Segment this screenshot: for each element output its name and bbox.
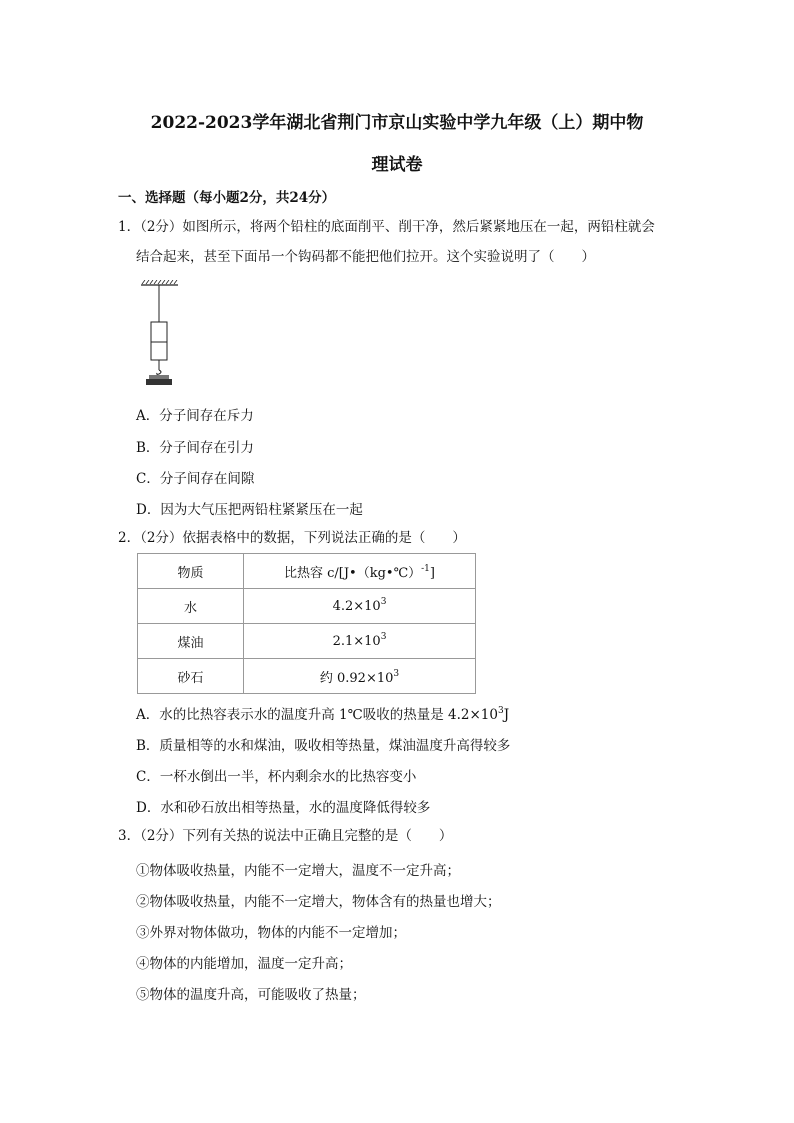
header-substance: 物质 [138,554,244,589]
section-heading: 一、选择题（每小题2分，共24分） [118,190,336,206]
question-3-text: 3．（2分）下列有关热的说法中正确且完整的是（ ） [118,828,453,844]
substance-name: 砂石 [138,659,244,694]
question-1-text-line2: 结合起来，甚至下面吊一个钩码都不能把他们拉开。这个实验说明了（ ） [136,249,595,265]
specific-heat-value: 约 $0.92\times 10^3$ [244,659,476,694]
q1-option-c: C．分子间存在间隙 [136,471,255,487]
q3-statement: ⑤物体的温度升高，可能吸收了热量； [136,987,366,1003]
specific-heat-value: $4.2\times 10^3$ [244,589,476,624]
specific-heat-value: $2.1\times 10^3$ [244,624,476,659]
exam-title-line2: 理试卷 [371,155,423,175]
q2-option-a: A．水的比热容表示水的温度升高 1℃吸收的热量是 $4.2\times 10^3J$ [136,706,510,723]
hook-weight [146,379,172,385]
question-1-text-line1: 1．（2分）如图所示，将两个铅柱的底面削平、削干净，然后紧紧地压在一起，两铅柱就会 [118,219,655,235]
upper-lead-cylinder [151,322,167,342]
q3-statement: ②物体吸收热量，内能不一定增大，物体含有的热量也增大； [136,894,501,910]
ceiling-hatch [141,280,178,285]
table-header-row [138,554,476,589]
table-row [138,624,476,659]
substance-name: 煤油 [138,624,244,659]
header-specific-heat: 比热容 c/[J•（kg•℃）$^{-1}$] [244,554,476,589]
q3-statement: ①物体吸收热量，内能不一定增大，温度不一定升高； [136,863,460,879]
exam-title-line1: 2022-2023学年湖北省荆门市京山实验中学九年级（上）期中物 [150,113,644,133]
q2-option-d: D．水和砂石放出相等热量，水的温度降低得较多 [136,800,431,816]
weight-top [149,375,169,379]
lower-lead-cylinder [151,342,167,360]
hook [157,370,161,374]
substance-name: 水 [138,589,244,624]
question-2-text: 2．（2分）依据表格中的数据，下列说法正确的是（ ） [118,530,466,546]
q2-option-b: B．质量相等的水和煤油，吸收相等热量，煤油温度升高得较多 [136,738,511,754]
q2-option-c: C．一杯水倒出一半，杯内剩余水的比热容变小 [136,769,417,785]
q1-option-a: A．分子间存在斥力 [136,408,254,424]
table-row [138,659,476,694]
table-row [138,589,476,624]
q3-statement: ③外界对物体做功，物体的内能不一定增加； [136,925,406,941]
q1-option-d: D．因为大气压把两铅柱紧紧压在一起 [136,502,363,518]
lead-cylinder-figure [140,280,200,390]
q1-option-b: B．分子间存在引力 [136,440,254,456]
q3-statement: ④物体的内能增加，温度一定升高； [136,956,352,972]
specific-heat-table [137,553,476,694]
